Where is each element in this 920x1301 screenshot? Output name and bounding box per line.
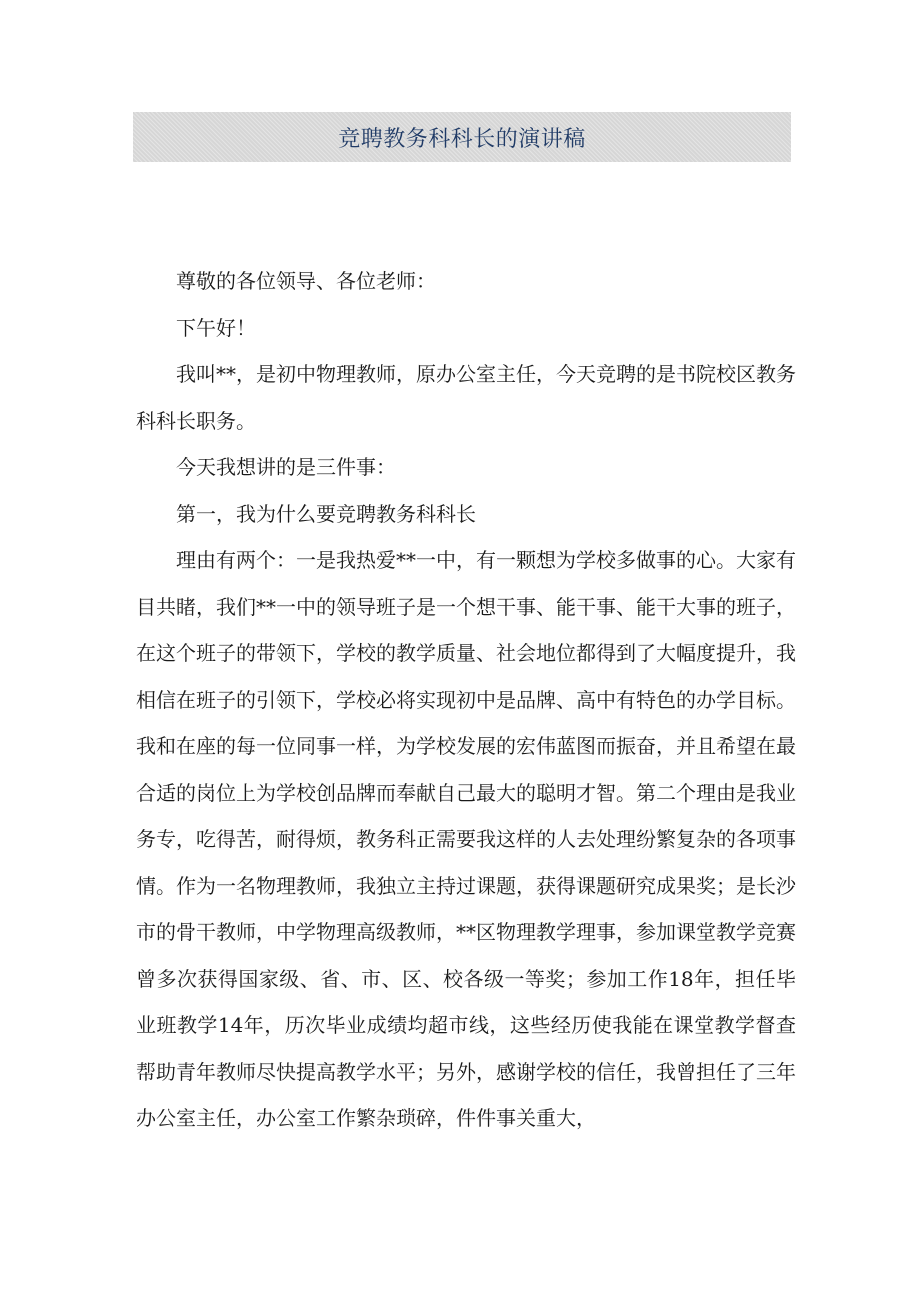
paragraph-reasons: 理由有两个：一是我热爱**一中，有一颗想为学校多做事的心。大家有目共睹，我们**一中的领导班子是一个想干事、能干事、能干大事的班子，在这个班子的带领下，学校的教学质量、社会地位都得到了大幅度提升，我相信在班子的引领下，学校必将实现初中是品牌、高中有特色的办学目标。我和在座的每一位同事一样，为学校发展的宏伟蓝图而振奋，并且希望在最合适的岗位上为学校创品牌而奉献自己最大的聪明才智。第二个理由是我业务专，吃得苦，耐得烦，教务科正需要我这样的人去处理纷繁复杂的各项事情。作为一名物理教师，我独立主持过课题，获得课题研究成果奖；是长沙市的骨干教师，中学物理高级教师，**区物理教学理事，参加课堂教学竞赛曾多次获得国家级、省、市、区、校各级一等奖；参加工作18年，担任毕业班教学14年，历次毕业成绩均超市线，这些经历使我能在课堂教学督查帮助青年教师尽快提高教学水平；另外，感谢学校的信任，我曾担任了三年办公室主任，办公室工作繁杂琐碎，件件事关重大， xyxy=(136,548,796,1130)
paragraph-salutation: 尊敬的各位领导、各位老师： xyxy=(176,269,436,293)
title-banner xyxy=(133,112,791,162)
paragraph-greeting: 下午好！ xyxy=(176,315,256,340)
paragraph-outline: 今天我想讲的是三件事： xyxy=(176,455,396,479)
document-title: 竞聘教务科科长的演讲稿 xyxy=(338,126,586,152)
paragraph-introduction: 我叫**，是初中物理教师，原办公室主任，今天竞聘的是书院校区教务科科长职务。 xyxy=(136,362,796,433)
document-body xyxy=(136,258,796,1142)
paragraph-heading-first: 第一，我为什么要竞聘教务科科长 xyxy=(176,501,476,526)
